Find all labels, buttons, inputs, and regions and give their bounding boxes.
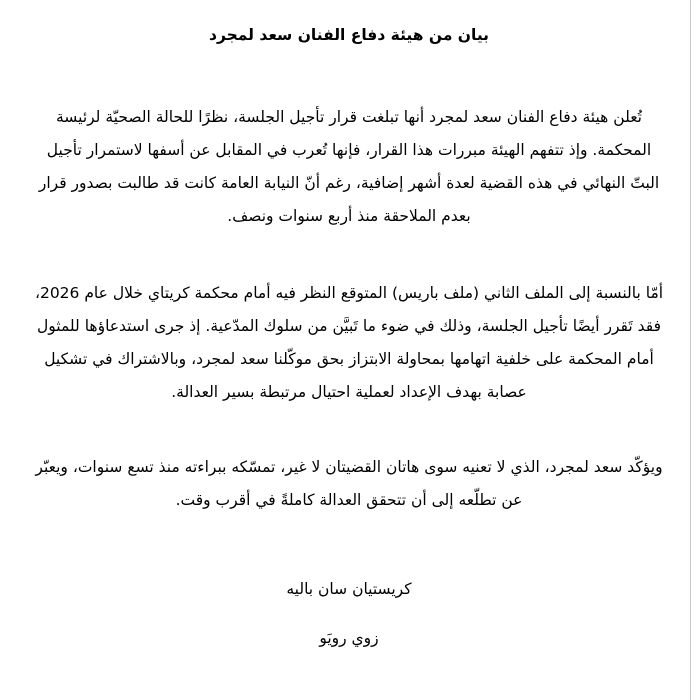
signature-name-2: زوي رويَو — [319, 629, 379, 648]
document-body — [20, 101, 678, 517]
page-title: بيان من هيئة دفاع الفنان سعد لمجرد — [208, 26, 490, 44]
signature-name-1: كريستيان سان باليه — [286, 580, 412, 599]
paragraph-1: تُعلن هيئة دفاع الفنان سعد لمجرد أنها تبلغت قرار تأجيل الجلسة، نظرًا للحالة الصحيّة لرئيسة المحكمة. وإذ تتفهم الهيئة مبررات هذا القرار، فإنها تُعرب في المقابل عن أسفها لاستمرار تأجيل البتّ النهائي في هذه القضية لعدة أشهر إضافية، رغم أنّ النيابة العامة كانت قد طالبت بصدور قرار بعدم الملاحقة منذ أربع سنوات ونصف. — [38, 108, 660, 226]
signature-block — [20, 573, 678, 655]
paragraph-2: أمّا بالنسبة إلى الملف الثاني (ملف باريس) المتوقع النظر فيه أمام محكمة كريتاي خلال عام 2026، فقد تَقرر أيضًا تأجيل الجلسة، وذلك في ضوء ما تَبيَّن من سلوك المدّعية. إذ جرى استدعاؤها للمثول أمام المحكمة على خلفية اتهامها بمحاولة الابتزاز بحق موكّلنا سعد لمجرد، وبالاشتراك في تشكيل عصابة بهدف الإعداد لعملية احتيال مرتبطة بسير العدالة. — [34, 284, 664, 402]
paragraph-3: ويؤكّد سعد لمجرد، الذي لا تعنيه سوى هاتان القضيتان لا غير، تمسّكه ببراءته منذ تسع سنوات، ويعبّر عن تطلّعه إلى أن تتحقق العدالة كاملةً في أقرب وقت. — [35, 458, 663, 510]
